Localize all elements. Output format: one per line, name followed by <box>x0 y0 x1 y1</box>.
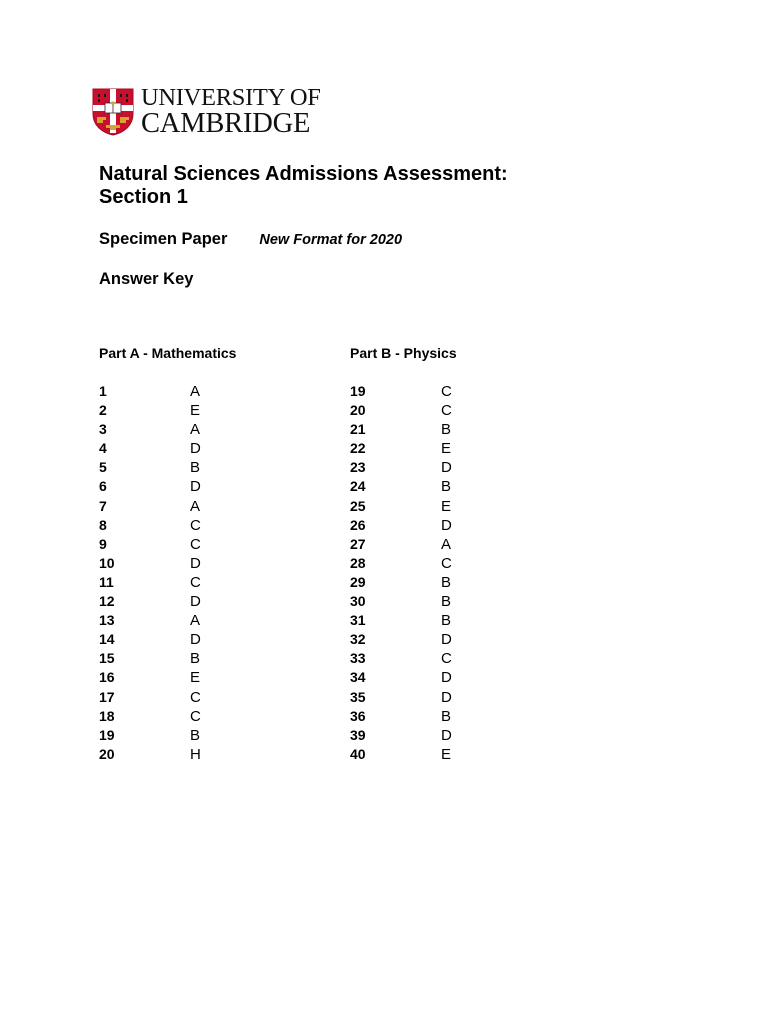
answer-letter: D <box>190 478 201 496</box>
question-number: 30 <box>350 593 366 610</box>
format-note: New Format for 2020 <box>259 232 403 248</box>
answer-row <box>350 707 580 726</box>
question-number: 3 <box>99 421 107 438</box>
answer-row <box>350 573 580 592</box>
question-number: 22 <box>350 440 366 457</box>
answer-letter: D <box>441 669 452 687</box>
answer-row <box>99 382 329 401</box>
answer-letter: E <box>441 745 452 763</box>
part-a-answer-list <box>99 382 329 764</box>
answer-row <box>99 497 329 516</box>
answer-row <box>350 497 580 516</box>
question-number: 13 <box>99 612 115 629</box>
answer-letter: B <box>441 707 452 725</box>
answer-letter: A <box>190 612 201 630</box>
question-number: 19 <box>350 383 366 399</box>
part-a-mathematics <box>99 344 329 764</box>
question-number: 24 <box>350 478 366 495</box>
answer-letter: B <box>190 726 201 744</box>
answer-letter: E <box>441 497 452 515</box>
answer-letter: A <box>190 421 201 439</box>
question-number: 35 <box>350 688 366 705</box>
question-number: 32 <box>350 631 366 648</box>
question-number: 27 <box>350 535 366 552</box>
answer-row <box>350 516 580 535</box>
question-number: 11 <box>99 573 114 590</box>
answer-row <box>99 458 329 477</box>
question-number: 25 <box>350 497 366 514</box>
answer-row <box>99 630 329 649</box>
part-b-heading: Part B - Physics <box>350 345 457 361</box>
answer-letter: E <box>190 402 201 420</box>
answer-letter: B <box>441 421 452 439</box>
answer-row <box>350 458 580 477</box>
question-number: 2 <box>99 402 107 419</box>
answer-row <box>99 516 329 535</box>
answer-letter: C <box>190 688 201 706</box>
question-number: 6 <box>99 478 107 495</box>
answer-row <box>99 535 329 554</box>
answer-letter: D <box>441 516 452 534</box>
question-number: 16 <box>99 669 115 686</box>
question-number: 21 <box>350 421 366 438</box>
question-number: 34 <box>350 669 366 686</box>
answer-letter: B <box>441 612 452 630</box>
part-b-physics <box>350 344 580 764</box>
answer-letter: C <box>441 650 452 668</box>
question-number: 8 <box>99 516 107 533</box>
part-a-heading: Part A - Mathematics <box>99 345 237 361</box>
answer-row <box>350 439 580 458</box>
question-number: 10 <box>99 554 115 571</box>
question-number: 19 <box>99 726 115 743</box>
question-number: 20 <box>99 745 115 762</box>
question-number: 31 <box>350 612 366 629</box>
answer-letter: C <box>441 383 452 400</box>
answer-row <box>350 726 580 745</box>
answer-row <box>99 726 329 745</box>
question-number: 5 <box>99 459 107 476</box>
answer-letter: B <box>441 573 452 591</box>
answer-letter: C <box>441 554 452 572</box>
answer-row <box>350 745 580 764</box>
question-number: 12 <box>99 593 115 610</box>
answer-row <box>350 401 580 420</box>
university-logo <box>92 86 321 138</box>
answer-row <box>99 573 329 592</box>
answer-row <box>99 592 329 611</box>
answer-letter: D <box>190 631 201 649</box>
question-number: 1 <box>99 383 107 399</box>
answer-row <box>350 535 580 554</box>
answer-row <box>350 611 580 630</box>
question-number: 14 <box>99 631 115 648</box>
question-number: 23 <box>350 459 366 476</box>
answer-row <box>350 382 580 401</box>
answer-row <box>99 439 329 458</box>
answer-row <box>350 668 580 687</box>
answer-row <box>99 649 329 668</box>
answer-letter: C <box>190 535 201 553</box>
answer-letter: A <box>441 535 452 553</box>
answer-letter: C <box>190 516 201 534</box>
specimen-label: Specimen Paper <box>99 230 228 248</box>
answer-letter: A <box>190 497 201 515</box>
question-number: 28 <box>350 554 366 571</box>
answer-row <box>99 401 329 420</box>
answer-key-heading: Answer Key <box>99 270 194 288</box>
answer-row <box>99 420 329 439</box>
answer-letter: D <box>190 440 201 458</box>
document-title <box>99 163 508 209</box>
answer-letter: C <box>190 573 201 591</box>
question-number: 29 <box>350 573 366 590</box>
answer-letter: B <box>190 459 201 477</box>
question-number: 40 <box>350 745 366 762</box>
answer-letter: H <box>190 745 201 763</box>
answer-row <box>350 420 580 439</box>
answer-row <box>99 688 329 707</box>
answer-row <box>99 477 329 496</box>
answer-row <box>99 745 329 764</box>
answer-letter: B <box>441 478 452 496</box>
answer-letter: D <box>441 726 452 744</box>
wordmark-line2: CAMBRIDGE <box>141 107 311 139</box>
answer-row <box>350 592 580 611</box>
answer-letter: C <box>190 707 201 725</box>
answer-letter: D <box>441 459 452 477</box>
question-number: 26 <box>350 516 366 533</box>
answer-row <box>350 477 580 496</box>
title-line1: Natural Sciences Admissions Assessment: <box>99 163 508 185</box>
question-number: 15 <box>99 650 115 667</box>
answer-letter: E <box>190 669 201 687</box>
wordmark-line1: UNIVERSITY OF <box>141 84 321 111</box>
question-number: 20 <box>350 402 366 419</box>
answer-letter: D <box>441 631 452 649</box>
answer-row <box>99 554 329 573</box>
answer-letter: C <box>441 402 452 420</box>
question-number: 18 <box>99 707 115 724</box>
answer-letter: D <box>441 688 452 706</box>
answer-letter: D <box>190 593 201 611</box>
part-b-answer-list <box>350 382 580 764</box>
answer-letter: A <box>190 383 201 400</box>
answer-letter: B <box>441 593 452 611</box>
answer-row <box>99 668 329 687</box>
answer-row <box>99 707 329 726</box>
answer-row <box>99 611 329 630</box>
answer-row <box>350 554 580 573</box>
question-number: 36 <box>350 707 366 724</box>
question-number: 17 <box>99 688 115 705</box>
specimen-row <box>99 230 402 249</box>
question-number: 39 <box>350 726 366 743</box>
cambridge-crest-icon <box>92 88 134 136</box>
answer-letter: E <box>441 440 452 458</box>
question-number: 7 <box>99 497 107 514</box>
answer-row <box>350 688 580 707</box>
university-wordmark <box>141 86 321 138</box>
question-number: 4 <box>99 440 107 457</box>
answer-letter: B <box>190 650 201 668</box>
question-number: 33 <box>350 650 366 667</box>
answer-row <box>350 630 580 649</box>
question-number: 9 <box>99 535 107 552</box>
answer-row <box>350 649 580 668</box>
answer-letter: D <box>190 554 201 572</box>
title-line2: Section 1 <box>99 186 188 208</box>
